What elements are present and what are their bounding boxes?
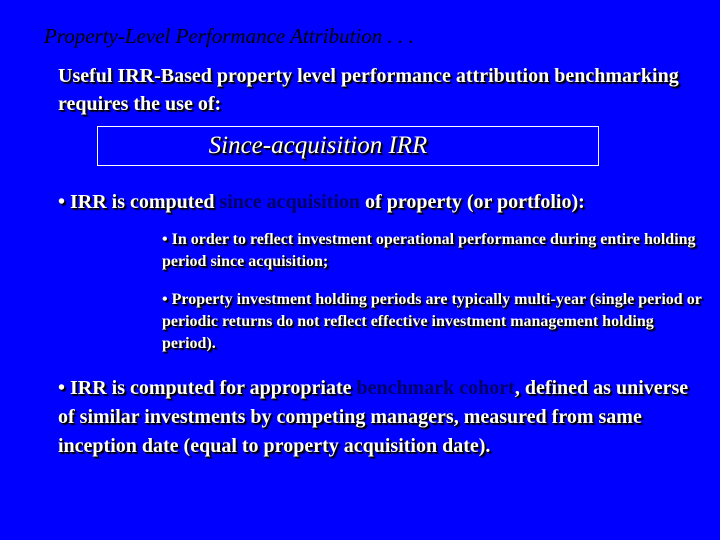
sub-bullet-holding-periods: • Property investment holding periods are typically multi-year (single period or periodic returns do not reflect effective investment management holding period). <box>162 291 702 352</box>
bullet2-highlight: benchmark cohort <box>356 377 515 399</box>
bullet1-highlight: since acquisition <box>219 191 361 213</box>
slide-title <box>44 24 414 49</box>
title-rest: -Level Performance Attribution . . . <box>117 24 414 48</box>
sub-bullet-operational-performance: • In order to reflect investment operational performance during entire holding period since acquisition; <box>162 231 696 270</box>
bullet-benchmark-cohort <box>58 374 708 461</box>
bullet-since-acquisition <box>58 188 708 216</box>
box-label: Since-acquisition IRR <box>208 132 428 159</box>
bullet2-prefix: • IRR is computed for appropriate <box>58 377 357 399</box>
bullet1-suffix: of property (or portfolio): <box>360 191 585 213</box>
bullet1-prefix: • IRR is computed <box>58 191 220 213</box>
bullet2-suffix: , defined as universe of similar investments by competing managers, measured from same inception date (equal to property acquisition date). <box>58 377 689 457</box>
title-word-property: Property <box>44 24 118 48</box>
since-acquisition-box <box>97 126 599 166</box>
intro-text: Useful IRR-Based property level performance attribution benchmarking requires the use of: <box>58 65 679 115</box>
